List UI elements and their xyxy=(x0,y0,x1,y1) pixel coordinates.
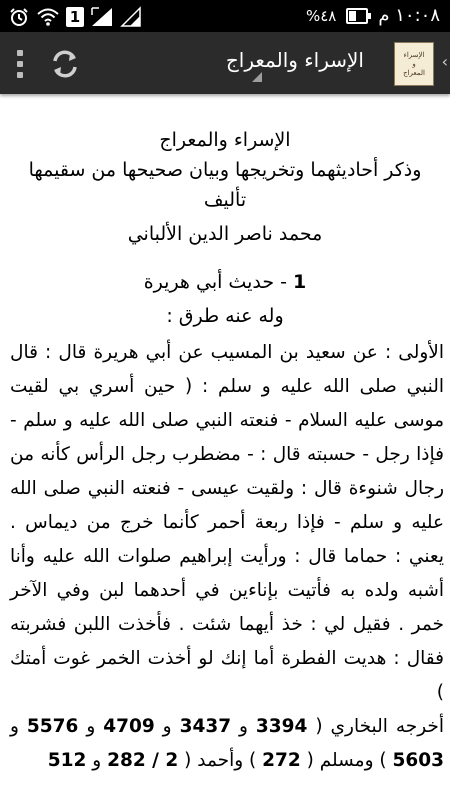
action-bar-title[interactable]: الإسراء والمعراج xyxy=(225,48,364,72)
author-label: تأليف xyxy=(203,189,247,211)
status-right xyxy=(306,5,440,26)
signal-icon xyxy=(90,6,114,28)
alarm-icon xyxy=(8,6,30,28)
status-time: ١٠:٠٨ م xyxy=(378,5,440,26)
action-bar-actions xyxy=(8,46,82,82)
hadith-body xyxy=(0,328,450,778)
book-author: محمد ناصر الدين الألباني xyxy=(127,223,323,245)
action-bar xyxy=(0,32,450,94)
book-title: الإسراء والمعراج xyxy=(159,129,291,151)
logo-line-3: المعراج xyxy=(403,68,425,77)
wifi-icon xyxy=(36,7,60,27)
battery-fill xyxy=(349,11,356,21)
app-logo[interactable] xyxy=(394,42,434,86)
book-subtitle: وذكر أحاديثهما وتخريجها وبيان صحيحها من سقيمها xyxy=(28,159,422,181)
battery-percent: %٤٨ xyxy=(305,6,337,25)
refresh-icon[interactable] xyxy=(48,47,82,81)
overflow-menu-icon[interactable] xyxy=(8,46,32,82)
logo-line-1: الإسراء xyxy=(403,50,425,59)
hadith-heading xyxy=(0,270,450,294)
hadith-paragraph: الأولى : عن سعيد بن المسيب عن أبي هريرة قال : قال النبي صلى الله عليه و سلم : ( حين أسري بي لقيت موسى عليه السلام - فنعته النبي صلى الله عليه و سلم - فإذا رجل - حسبته قال : - مضطرب رجل الرأس كأنه من رجال شنوءة قال : ولقيت عيسى - فنعته النبي صلى الله عليه و سلم - فإذا ربعة أحمر كأنما خرج من ديماس . يعني : حماما قال : ورأيت إبراهيم صلوات الله عليه وأنا أشبه ولده به فأتيت بإناءين في أحدهما لبن وفي الآخر خمر . فقيل لي : خذ أيهما شئت . فأخذت اللبن فشربته فقال : هديت الفطرة أما إنك لو أخذت الخمر غوت أمتك ) xyxy=(10,342,444,703)
signal-icon-secondary xyxy=(120,6,142,28)
logo-line-2: و xyxy=(412,59,416,68)
up-navigation-icon[interactable]: ‹ xyxy=(441,52,448,71)
hadith-title: - حديث أبي هريرة xyxy=(143,271,294,293)
hadith-number: 1 xyxy=(293,271,307,293)
hadith-subtitle: وله عنه طرق : xyxy=(166,305,284,327)
status-bar xyxy=(0,0,450,32)
book-intro xyxy=(0,94,450,246)
sim-badge: 1 xyxy=(66,7,84,27)
reader-content[interactable] xyxy=(0,94,450,800)
battery-icon xyxy=(346,8,368,24)
spinner-dropdown-indicator[interactable] xyxy=(252,72,262,82)
takhrij-text: أخرجه البخاري ( 3394 و 3437 و 4709 و 5576 و 5603 ) ومسلم ( 272 ) وأحمد ( 2 / 282 و 512 xyxy=(10,716,444,771)
status-left xyxy=(8,6,142,28)
